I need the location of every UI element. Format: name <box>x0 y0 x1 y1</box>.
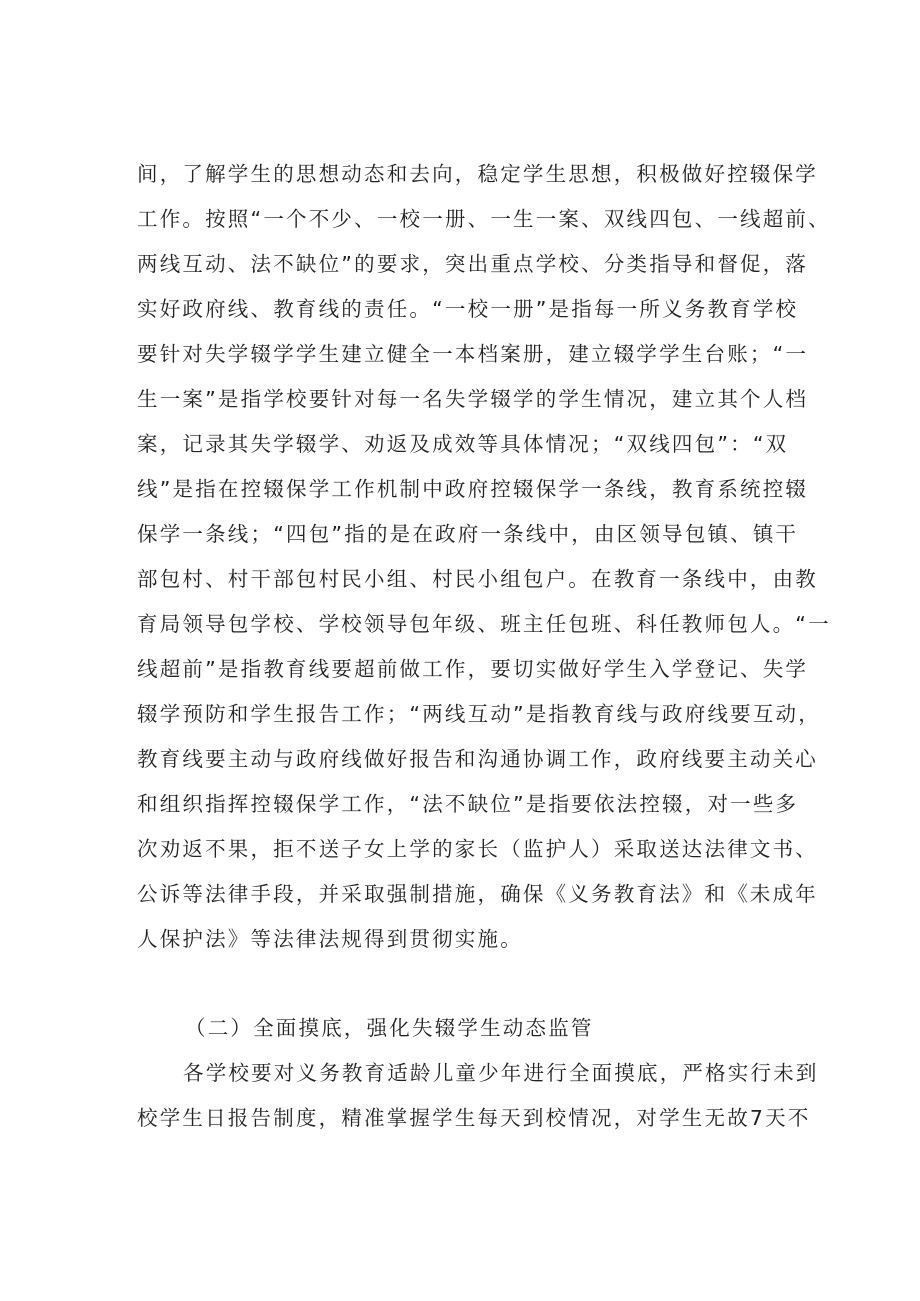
text-line: 两线互动、法不缺位”的要求，突出重点学校、分类指导和督促，落 <box>137 252 809 276</box>
text-line: 教育线要主动与政府线做好报告和沟通协调工作，政府线要主动关心 <box>137 747 818 771</box>
text-line: 要针对失学辍学学生建立健全一本档案册，建立辍学学生台账；“一 <box>137 342 809 366</box>
text-line: 实好政府线、教育线的责任。“一校一册”是指每一所义务教育学校 <box>137 297 799 321</box>
text-line: 生一案”是指学校要针对每一名失学辍学的学生情况，建立其个人档 <box>137 387 809 411</box>
text-line: 线”是指在控辍保学工作机制中政府控辍保学一条线，教育系统控辍 <box>137 477 809 501</box>
text-line: 保学一条线；“四包”指的是在政府一条线中，由区领导包镇、镇干 <box>137 522 799 546</box>
text-line: 人保护法》等法律法规得到贯彻实施。 <box>137 927 523 951</box>
text-line: 案，记录其失学辍学、劝返及成效等具体情况；“双线四包”：“双 <box>137 432 789 456</box>
section-heading: （二）全面摸底，强化失辍学生动态监管 <box>185 1016 594 1040</box>
text-line: 线超前”是指教育线要超前做工作，要切实做好学生入学登记、失学 <box>137 657 809 681</box>
text-line: 和组织指挥控辍保学工作，“法不缺位”是指要依法控辍，对一些多 <box>137 792 799 816</box>
text-line: 部包村、村干部包村民小组、村民小组包户。在教育一条线中，由教 <box>137 567 818 591</box>
text-line: 工作。按照“一个不少、一校一册、一生一案、双线四包、一线超前、 <box>137 207 831 231</box>
section-two <box>137 1006 819 1141</box>
text-line: 次劝返不果，拒不送子女上学的家长（监护人）采取送达法律文书、 <box>137 837 818 861</box>
text-line: 辍学预防和学生报告工作；“两线互动”是指教育线与政府线要互动， <box>137 702 821 726</box>
text-line: 公诉等法律手段，并采取强制措施，确保《义务教育法》和《未成年 <box>137 882 818 906</box>
text-line: 校学生日报告制度，精准掌握学生每天到校情况，对学生无故7天不 <box>137 1106 811 1130</box>
text-line: 间，了解学生的思想动态和去向，稳定学生思想，积极做好控辍保学 <box>137 162 818 186</box>
text-line: 育局领导包学校、学校领导包年级、班主任包班、科任教师包人。“一 <box>137 612 831 636</box>
paragraph-control-dropout <box>137 152 831 962</box>
text-line: 各学校要对义务教育适龄儿童少年进行全面摸底，严格实行未到 <box>183 1061 819 1085</box>
